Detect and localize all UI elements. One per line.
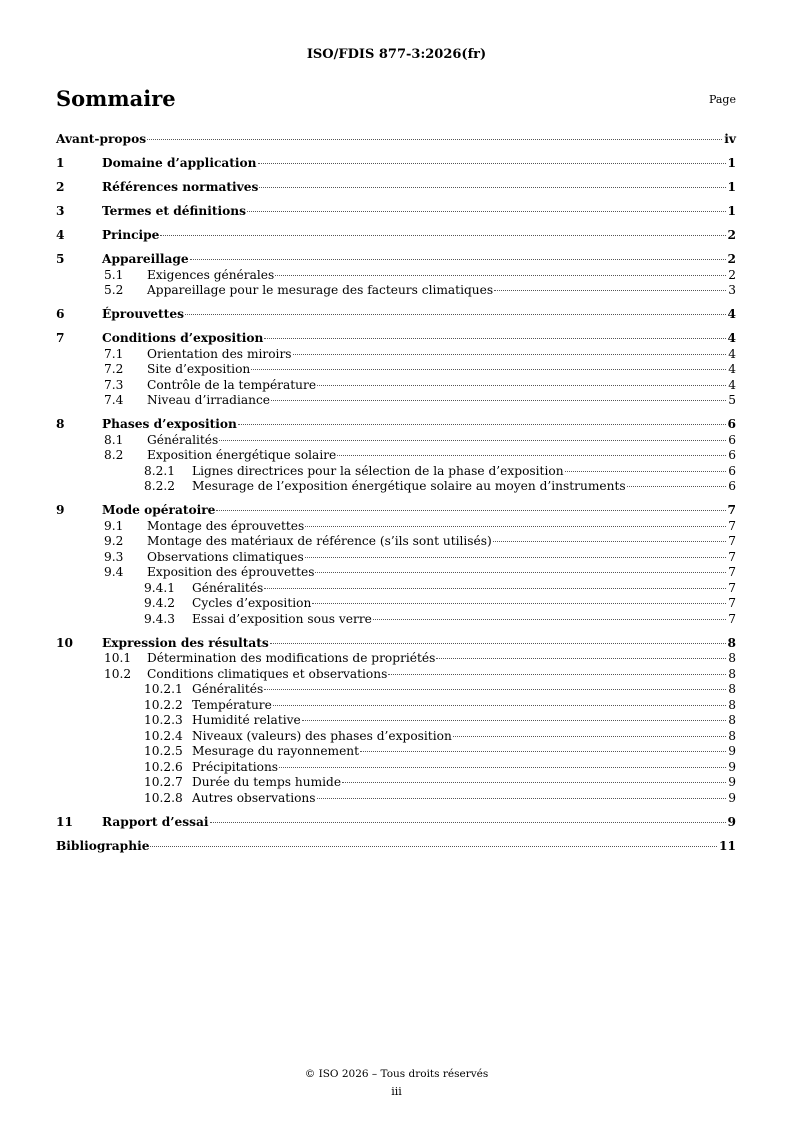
toc-entry-number: 10.2.7 — [144, 775, 183, 789]
dot-leader — [275, 274, 726, 276]
toc-entry-title: Conditions d’exposition — [102, 331, 264, 345]
dot-leader — [147, 138, 722, 140]
toc-entry-number: 11 — [56, 814, 73, 829]
dot-leader — [264, 587, 726, 589]
toc-entry-title: Contrôle de la température — [147, 377, 317, 392]
toc-entry[interactable] — [56, 611, 736, 627]
toc-entry[interactable] — [56, 282, 736, 298]
toc-entry-page: 2 — [728, 267, 736, 282]
toc-entry[interactable] — [56, 774, 736, 790]
toc-entry-number: 10.2.4 — [144, 728, 183, 743]
toc-entry-title: Exposition énergétique solaire — [147, 448, 337, 462]
dot-leader — [190, 258, 726, 260]
toc-entry[interactable] — [56, 346, 736, 362]
dot-leader — [317, 384, 726, 386]
toc-entry[interactable] — [56, 712, 736, 728]
toc-entry-title: Appareillage — [102, 252, 189, 266]
toc-entry-title: Domaine d’application — [102, 156, 257, 170]
toc-entry-title: Précipitations — [192, 759, 279, 774]
toc-entry[interactable] — [56, 267, 736, 283]
toc-entry-number: 10.2.3 — [144, 713, 183, 727]
dot-leader — [185, 313, 726, 315]
toc-entry-title: Phases d’exposition — [102, 417, 237, 431]
toc-entry-title: Site d’exposition — [147, 362, 251, 376]
toc-entry-page: 7 — [728, 534, 736, 548]
toc-entry-title: Lignes directrices pour la sélection de la phase d’exposition — [192, 463, 564, 478]
toc-entry-page: 8 — [728, 682, 736, 696]
toc-entry-number: 9.4.2 — [144, 596, 176, 610]
toc-entry-number: 10.2.6 — [144, 759, 183, 774]
toc-title: Sommaire — [56, 86, 176, 111]
toc-entry-number: 8.2.2 — [144, 479, 176, 493]
toc-entry[interactable] — [56, 306, 736, 322]
toc-entry-number: 8.2.1 — [144, 463, 176, 478]
dot-leader — [337, 454, 726, 456]
toc-entry-number: 6 — [56, 307, 65, 321]
toc-entry-page: 9 — [728, 790, 736, 805]
toc-entry-number: 9.4.1 — [144, 580, 176, 595]
toc-entry-number: 8.1 — [104, 432, 124, 447]
page-column-label: Page — [708, 93, 736, 106]
dot-leader — [627, 485, 727, 487]
dot-leader — [494, 289, 726, 291]
toc-entry-page: 6 — [728, 448, 736, 462]
dot-leader — [388, 673, 726, 675]
toc-entry-page: 7 — [728, 596, 736, 610]
toc-entry-number: 10 — [56, 635, 73, 650]
dot-leader — [264, 688, 726, 690]
toc-entry[interactable] — [56, 681, 736, 697]
dot-leader — [493, 540, 726, 542]
toc-entry[interactable] — [56, 814, 736, 830]
toc-entry-page: 8 — [728, 697, 736, 712]
footer-copyright: © ISO 2026 – Tous droits réservés — [304, 1068, 489, 1080]
toc-entry-number: 2 — [56, 180, 65, 194]
toc-entry-number: 7 — [56, 331, 65, 345]
toc-entry[interactable] — [56, 595, 736, 611]
dot-leader — [317, 797, 727, 799]
toc-entry-title: Éprouvettes — [102, 307, 184, 321]
dot-leader — [293, 353, 727, 355]
toc-entry-title: Observations climatiques — [147, 549, 304, 564]
toc-entry[interactable] — [56, 838, 736, 854]
toc-entry[interactable] — [56, 227, 736, 243]
dot-leader — [219, 439, 726, 441]
toc-entry-number: 10.2.2 — [144, 697, 183, 712]
toc-entry-number: 5.1 — [104, 267, 124, 282]
toc-entry-number: 9.2 — [104, 534, 124, 548]
toc-entry-page: 9 — [728, 775, 736, 789]
toc-entry-page: 4 — [728, 346, 736, 361]
toc-entry-page: 7 — [728, 565, 736, 579]
toc-entry[interactable] — [56, 650, 736, 666]
toc-entry-title: Montage des éprouvettes — [147, 518, 305, 533]
toc-entry-page: 8 — [728, 666, 736, 681]
toc-entry-title: Bibliographie — [56, 838, 150, 853]
dot-leader — [312, 602, 726, 604]
toc-entry[interactable] — [56, 502, 736, 518]
toc-entry[interactable] — [56, 728, 736, 744]
toc-entry-title: Conditions climatiques et observations — [147, 666, 388, 681]
toc-entry-page: 4 — [727, 331, 736, 345]
dot-leader — [150, 845, 717, 847]
toc-entry[interactable] — [56, 361, 736, 377]
dot-leader — [216, 509, 725, 511]
toc-entry-page: 2 — [727, 228, 736, 242]
toc-entry-title: Humidité relative — [192, 713, 301, 727]
toc-entry[interactable] — [56, 330, 736, 346]
toc-entry-title: Appareillage pour le mesurage des facteurs climatiques — [147, 283, 494, 297]
dot-leader — [259, 186, 725, 188]
toc-entry-page: 5 — [728, 393, 736, 407]
dot-leader — [264, 337, 725, 339]
toc-entry[interactable] — [56, 463, 736, 479]
dot-leader — [373, 618, 726, 620]
toc-entry-number: 10.2.5 — [144, 744, 183, 758]
toc-entry-page: 8 — [727, 635, 736, 650]
toc-entry-title: Avant-propos — [56, 132, 147, 146]
toc-entry-page: 1 — [727, 204, 736, 218]
toc-entry[interactable] — [56, 635, 736, 651]
toc-entry-title: Autres observations — [192, 790, 316, 805]
dot-leader — [360, 750, 726, 752]
toc-entry-page: 7 — [727, 503, 736, 517]
toc-entry-title: Mode opératoire — [102, 503, 216, 517]
toc-entry-page: 4 — [727, 307, 736, 321]
dot-leader — [210, 821, 726, 823]
toc-entry-page: 7 — [728, 611, 736, 626]
dot-leader — [565, 470, 727, 472]
toc-entry-title: Principe — [102, 228, 160, 242]
dot-leader — [271, 399, 726, 401]
toc-entry-number: 5 — [56, 252, 65, 266]
toc-entry-title: Mesurage du rayonnement — [192, 744, 360, 758]
toc-entry-page: 6 — [728, 463, 736, 478]
toc-entry[interactable] — [56, 790, 736, 806]
toc-entry-number: 7.4 — [104, 393, 124, 407]
toc-entry[interactable] — [56, 416, 736, 432]
toc-entry[interactable] — [56, 447, 736, 463]
toc-entry-page: 7 — [728, 549, 736, 564]
dot-leader — [342, 781, 726, 783]
toc-entry-page: 7 — [728, 580, 736, 595]
toc-entry[interactable] — [56, 549, 736, 565]
toc-entry[interactable] — [56, 697, 736, 713]
toc-entry[interactable] — [56, 564, 736, 580]
toc-entry-number: 7.3 — [104, 377, 124, 392]
toc-entry-page: 9 — [727, 814, 736, 829]
dot-leader — [247, 210, 726, 212]
toc-entry-title: Généralités — [147, 432, 219, 447]
toc-entry-page: 6 — [727, 417, 736, 431]
dot-leader — [273, 704, 726, 706]
toc-entry-number: 8.2 — [104, 448, 124, 462]
toc-entry-page: 6 — [728, 432, 736, 447]
toc-entry-page: 1 — [727, 156, 736, 170]
toc-entry-number: 10.2.8 — [144, 790, 183, 805]
toc-entry[interactable] — [56, 203, 736, 219]
toc-entry-number: 9.4.3 — [144, 611, 176, 626]
toc-entry-title: Niveaux (valeurs) des phases d’exposition — [192, 728, 452, 743]
toc-entry-number: 8 — [56, 417, 65, 431]
toc-entry-page: 9 — [728, 744, 736, 758]
dot-leader — [453, 735, 726, 737]
toc-entry-title: Exposition des éprouvettes — [147, 565, 315, 579]
dot-leader — [238, 423, 726, 425]
toc-entry-number: 10.1 — [104, 651, 132, 665]
dot-leader — [305, 525, 726, 527]
toc-entry-title: Généralités — [192, 580, 264, 595]
toc-entry[interactable] — [56, 759, 736, 775]
dot-leader — [160, 234, 725, 236]
toc-entry[interactable] — [56, 377, 736, 393]
dot-leader — [258, 162, 726, 164]
toc-entry-title: Durée du temps humide — [192, 775, 342, 789]
toc-entry-title: Exigences générales — [147, 267, 275, 282]
toc-entry[interactable] — [56, 743, 736, 759]
dot-leader — [279, 766, 726, 768]
toc-entry-title: Détermination des modifications de propriétés — [147, 651, 436, 665]
toc-entry-page: 11 — [719, 838, 736, 853]
toc-entry-title: Termes et définitions — [102, 204, 246, 218]
toc-entry-title: Références normatives — [102, 180, 259, 194]
toc-entry-number: 7.1 — [104, 346, 124, 361]
toc-entry-page: 2 — [727, 252, 736, 266]
dot-leader — [305, 556, 727, 558]
toc-entry-title: Niveau d’irradiance — [147, 393, 270, 407]
toc-entry-number: 9.1 — [104, 518, 124, 533]
toc-entry-page: 8 — [728, 651, 736, 665]
doc-id-header: ISO/FDIS 877-3:2026(fr) — [306, 47, 487, 62]
toc-entry[interactable] — [56, 392, 736, 408]
toc-entry[interactable] — [56, 478, 736, 494]
dot-leader — [315, 571, 726, 573]
dot-leader — [251, 368, 726, 370]
toc-entry[interactable] — [56, 666, 736, 682]
dot-leader — [270, 642, 726, 644]
toc-entry-number: 9.4 — [104, 565, 124, 579]
toc-entry[interactable] — [56, 131, 736, 147]
toc-entry-title: Orientation des miroirs — [147, 346, 292, 361]
toc-entry-title: Essai d’exposition sous verre — [192, 611, 372, 626]
toc-entry-title: Mesurage de l’exposition énergétique solaire au moyen d’instruments — [192, 479, 626, 493]
toc-entry-page: 1 — [727, 180, 736, 194]
toc-entry[interactable] — [56, 432, 736, 448]
toc-entry-number: 9 — [56, 503, 65, 517]
toc-entry-page: 8 — [728, 728, 736, 743]
toc-entry-page: 7 — [728, 518, 736, 533]
toc-entry-number: 10.2 — [104, 666, 132, 681]
toc-entry-title: Expression des résultats — [102, 635, 269, 650]
toc-entry-page: 6 — [728, 479, 736, 493]
toc-entry[interactable] — [56, 251, 736, 267]
toc-entry-page: 4 — [728, 377, 736, 392]
dot-leader — [436, 657, 726, 659]
footer-page-number: iii — [391, 1085, 402, 1098]
toc-entry-page: iv — [724, 132, 736, 146]
toc-entry-number: 1 — [56, 156, 65, 170]
toc-entry-number: 5.2 — [104, 283, 124, 297]
toc-entry-number: 3 — [56, 204, 65, 218]
toc-entry-title: Cycles d’exposition — [192, 596, 312, 610]
toc-entry-number: 4 — [56, 228, 65, 242]
dot-leader — [302, 719, 727, 721]
toc-entry-number: 7.2 — [104, 362, 124, 376]
toc-entry[interactable] — [56, 533, 736, 549]
toc-entry[interactable] — [56, 179, 736, 195]
toc-entry-page: 3 — [728, 283, 736, 297]
toc-entry-page: 9 — [728, 759, 736, 774]
toc-entry-number: 9.3 — [104, 549, 124, 564]
toc-entry-title: Température — [192, 697, 272, 712]
toc-entry-page: 4 — [728, 362, 736, 376]
toc-entry-number: 10.2.1 — [144, 682, 183, 696]
toc-entry-title: Rapport d’essai — [102, 814, 209, 829]
toc-entry[interactable] — [56, 580, 736, 596]
toc-entry-title: Généralités — [192, 682, 264, 696]
toc-entry-title: Montage des matériaux de référence (s’ils sont utilisés) — [147, 534, 492, 548]
toc-entry-page: 8 — [728, 713, 736, 727]
toc-entry[interactable] — [56, 518, 736, 534]
toc-entry[interactable] — [56, 155, 736, 171]
